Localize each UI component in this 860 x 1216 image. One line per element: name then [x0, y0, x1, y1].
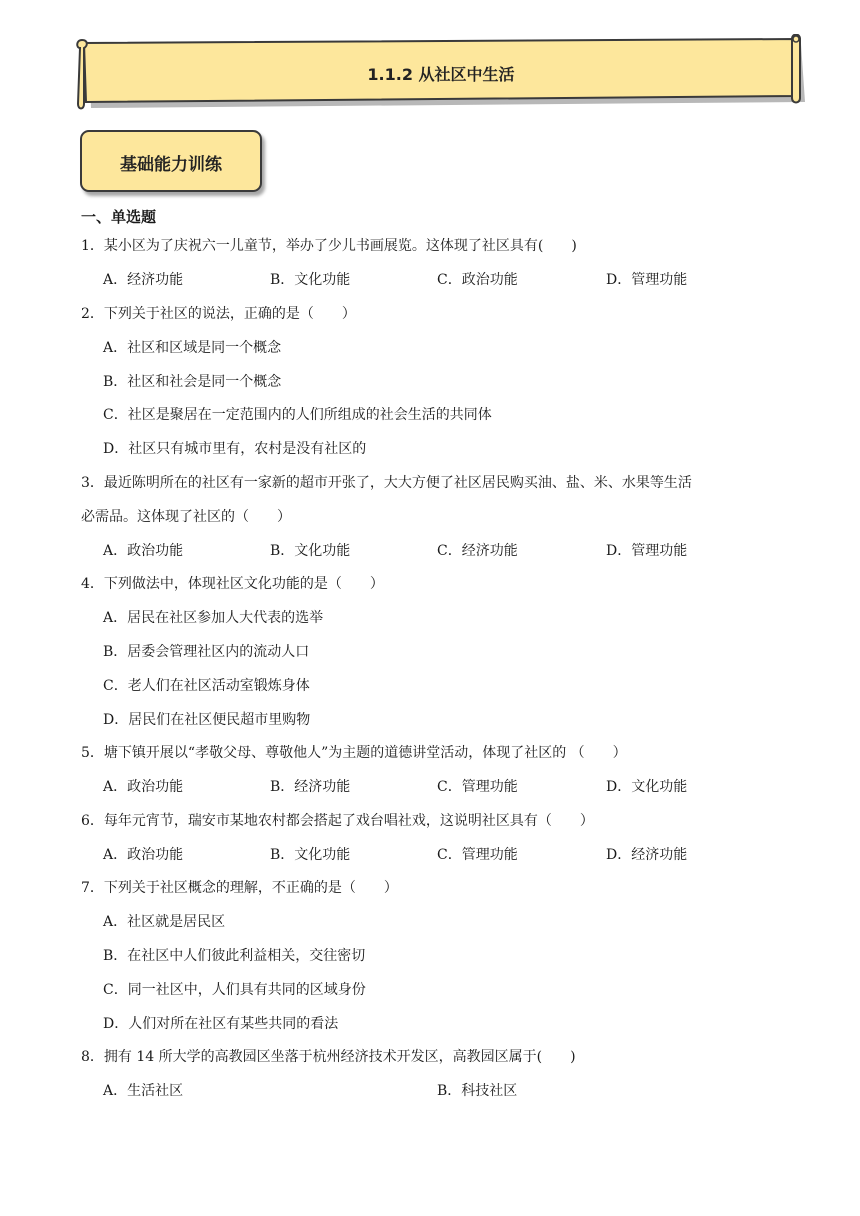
question-5: [81, 744, 627, 762]
option: B．经济功能: [270, 779, 351, 795]
section-label: 基础能力训练: [120, 155, 222, 175]
question-text-continued: 必需品。这体现了社区的（ ）: [81, 509, 291, 525]
question-text: 下列关于社区概念的理解，不正确的是（ ）: [103, 880, 398, 896]
option: C．老人们在社区活动室锻炼身体: [103, 678, 310, 694]
option: A．生活社区: [103, 1083, 184, 1099]
option: B．文化功能: [270, 272, 351, 288]
question-text: 塘下镇开展以“孝敬父母、尊敬他人”为主题的道德讲堂活动，体现了社区的 （ ）: [103, 745, 627, 761]
option: B．社区和社会是同一个概念: [103, 374, 282, 390]
option: B．科技社区: [437, 1083, 518, 1099]
question-number: 8．: [81, 1049, 104, 1065]
option: A．社区就是居民区: [103, 914, 226, 930]
question-number: 1．: [81, 238, 104, 254]
question-number: 4．: [81, 576, 104, 592]
option: B．文化功能: [270, 847, 351, 863]
question-number: 7．: [81, 880, 104, 896]
question-text: 某小区为了庆祝六一儿童节，举办了少儿书画展览。这体现了社区具有( ): [103, 238, 577, 254]
option: D．社区只有城市里有，农村是没有社区的: [103, 441, 367, 457]
question-number: 5．: [81, 745, 104, 761]
part-heading: 一、单选题: [81, 208, 157, 226]
question-4: [81, 575, 384, 593]
title-banner: [76, 34, 806, 110]
option: C．社区是聚居在一定范围内的人们所组成的社会生活的共同体: [103, 407, 492, 423]
option: A．经济功能: [103, 272, 184, 288]
option: A．政治功能: [103, 543, 184, 559]
question-text: 每年元宵节，瑞安市某地农村都会搭起了戏台唱社戏，这说明社区具有（ ）: [103, 813, 594, 829]
question-3: [81, 474, 692, 492]
option: D．居民们在社区便民超市里购物: [103, 712, 311, 728]
question-8: [81, 1048, 576, 1066]
option: D．管理功能: [606, 272, 688, 288]
option: D．管理功能: [606, 543, 688, 559]
option: C．政治功能: [437, 272, 518, 288]
option: A．政治功能: [103, 847, 184, 863]
question-text: 下列做法中，体现社区文化功能的是（ ）: [103, 576, 384, 592]
option: A．社区和区域是同一个概念: [103, 340, 282, 356]
question-7: [81, 879, 398, 897]
option: C．管理功能: [437, 847, 518, 863]
option: B．在社区中人们彼此利益相关，交往密切: [103, 948, 366, 964]
question-text: 拥有 14 所大学的高教园区坐落于杭州经济技术开发区，高教园区属于( ): [103, 1049, 576, 1065]
option: C．经济功能: [437, 543, 518, 559]
option: D．人们对所在社区有某些共同的看法: [103, 1016, 339, 1032]
option: C．管理功能: [437, 779, 518, 795]
option: B．居委会管理社区内的流动人口: [103, 644, 310, 660]
section-label-box: [80, 130, 262, 192]
question-6: [81, 812, 594, 830]
question-text: 下列关于社区的说法，正确的是（ ）: [103, 306, 356, 322]
option: B．文化功能: [270, 543, 351, 559]
question-text: 最近陈明所在的社区有一家新的超市开张了，大大方便了社区居民购买油、盐、米、水果等生活: [103, 475, 692, 491]
question-number: 2．: [81, 306, 104, 322]
question-number: 6．: [81, 813, 104, 829]
question-2: [81, 305, 356, 323]
option: D．经济功能: [606, 847, 688, 863]
option: C．同一社区中，人们具有共同的区域身份: [103, 982, 366, 998]
question-1: [81, 237, 577, 255]
option: D．文化功能: [606, 779, 688, 795]
page-title: 1.1.2 从社区中生活: [367, 65, 515, 84]
question-number: 3．: [81, 475, 104, 491]
option: A．居民在社区参加人大代表的选举: [103, 610, 324, 626]
option: A．政治功能: [103, 779, 184, 795]
